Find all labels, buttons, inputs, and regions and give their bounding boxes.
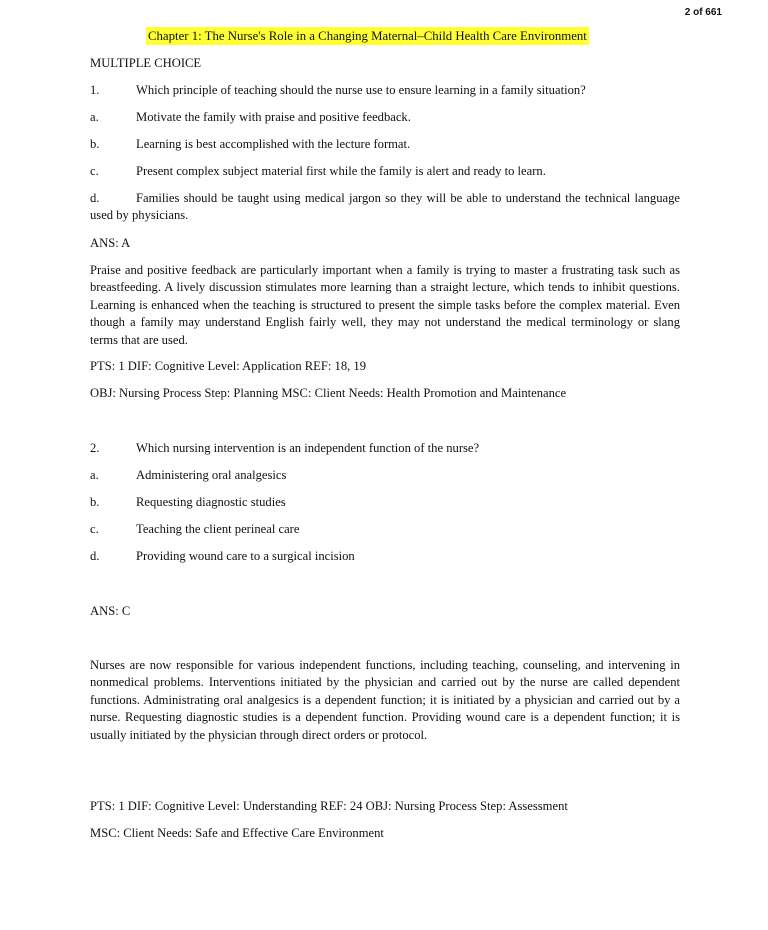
meta-line: PTS: 1 DIF: Cognitive Level: Understanding REF: 24 OBJ: Nursing Process Step: Assessment	[90, 799, 568, 813]
rationale	[90, 657, 680, 744]
question-stem: Which principle of teaching should the nurse use to ensure learning in a family situation?	[136, 83, 586, 97]
section-heading: MULTIPLE CHOICE	[90, 56, 202, 70]
option-letter: b.	[90, 495, 100, 509]
option-letter: b.	[90, 137, 100, 151]
meta-line: MSC: Client Needs: Safe and Effective Care Environment	[90, 826, 384, 840]
option-text: Teaching the client perineal care	[136, 522, 300, 536]
option-letter: a.	[90, 110, 99, 124]
option-text: Motivate the family with praise and positive feedback.	[136, 110, 411, 124]
meta-line: PTS: 1 DIF: Cognitive Level: Application REF: 18, 19	[90, 359, 367, 373]
option-letter: c.	[90, 164, 99, 178]
rationale	[90, 262, 680, 349]
answer: ANS: A	[90, 236, 131, 250]
option-text: Learning is best accomplished with the lecture format.	[136, 137, 411, 151]
question-number: 2.	[90, 441, 100, 455]
rationale-text: Nurses are now responsible for various independent functions, including teaching, counseling, and intervening in nonmedical problems. Interventions initiated by the physician and carried out by the nurse are called dependent functions. Administrating oral analgesics is a dependent function; it is initiated by a physician and carried out by a nurse. Requesting diagnostic studies is a dependent function. Providing wound care is a dependent function; it is usually initiated by the physician through direct orders or protocol.	[90, 658, 680, 742]
option-text: Administering oral analgesics	[136, 468, 287, 482]
question-stem: Which nursing intervention is an independent function of the nurse?	[136, 441, 480, 455]
option-letter: a.	[90, 468, 99, 482]
option-d-block	[90, 190, 680, 225]
option-letter: d.	[90, 549, 100, 563]
meta-line: OBJ: Nursing Process Step: Planning MSC: Client Needs: Health Promotion and Maintenance	[90, 386, 567, 400]
option-letter: d.	[90, 191, 100, 205]
option-text: Families should be taught using medical jargon so they will be able to understand the technical language used by physicians.	[90, 191, 680, 223]
option-text: Requesting diagnostic studies	[136, 495, 286, 509]
answer: ANS: C	[90, 604, 131, 618]
option-letter: c.	[90, 522, 99, 536]
page-number: 2 of 661	[684, 7, 722, 18]
option-text: Providing wound care to a surgical incision	[136, 549, 355, 563]
option-text: Present complex subject material first while the family is alert and ready to learn.	[136, 164, 546, 178]
chapter-title: Chapter 1: The Nurse's Role in a Changing Maternal–Child Health Care Environment	[148, 29, 587, 43]
question-number: 1.	[90, 83, 100, 97]
rationale-text: Praise and positive feedback are particularly important when a family is trying to master a frustrating task such as breastfeeding. A lively discussion stimulates more learning than a straight lecture, which tends to inhibit questions. Learning is enhanced when the teaching is structured to present the simple tasks before the complex material. Even though a family may understand English fairly well, they may not understand the medical terminology or slang terms that are used.	[90, 263, 680, 347]
